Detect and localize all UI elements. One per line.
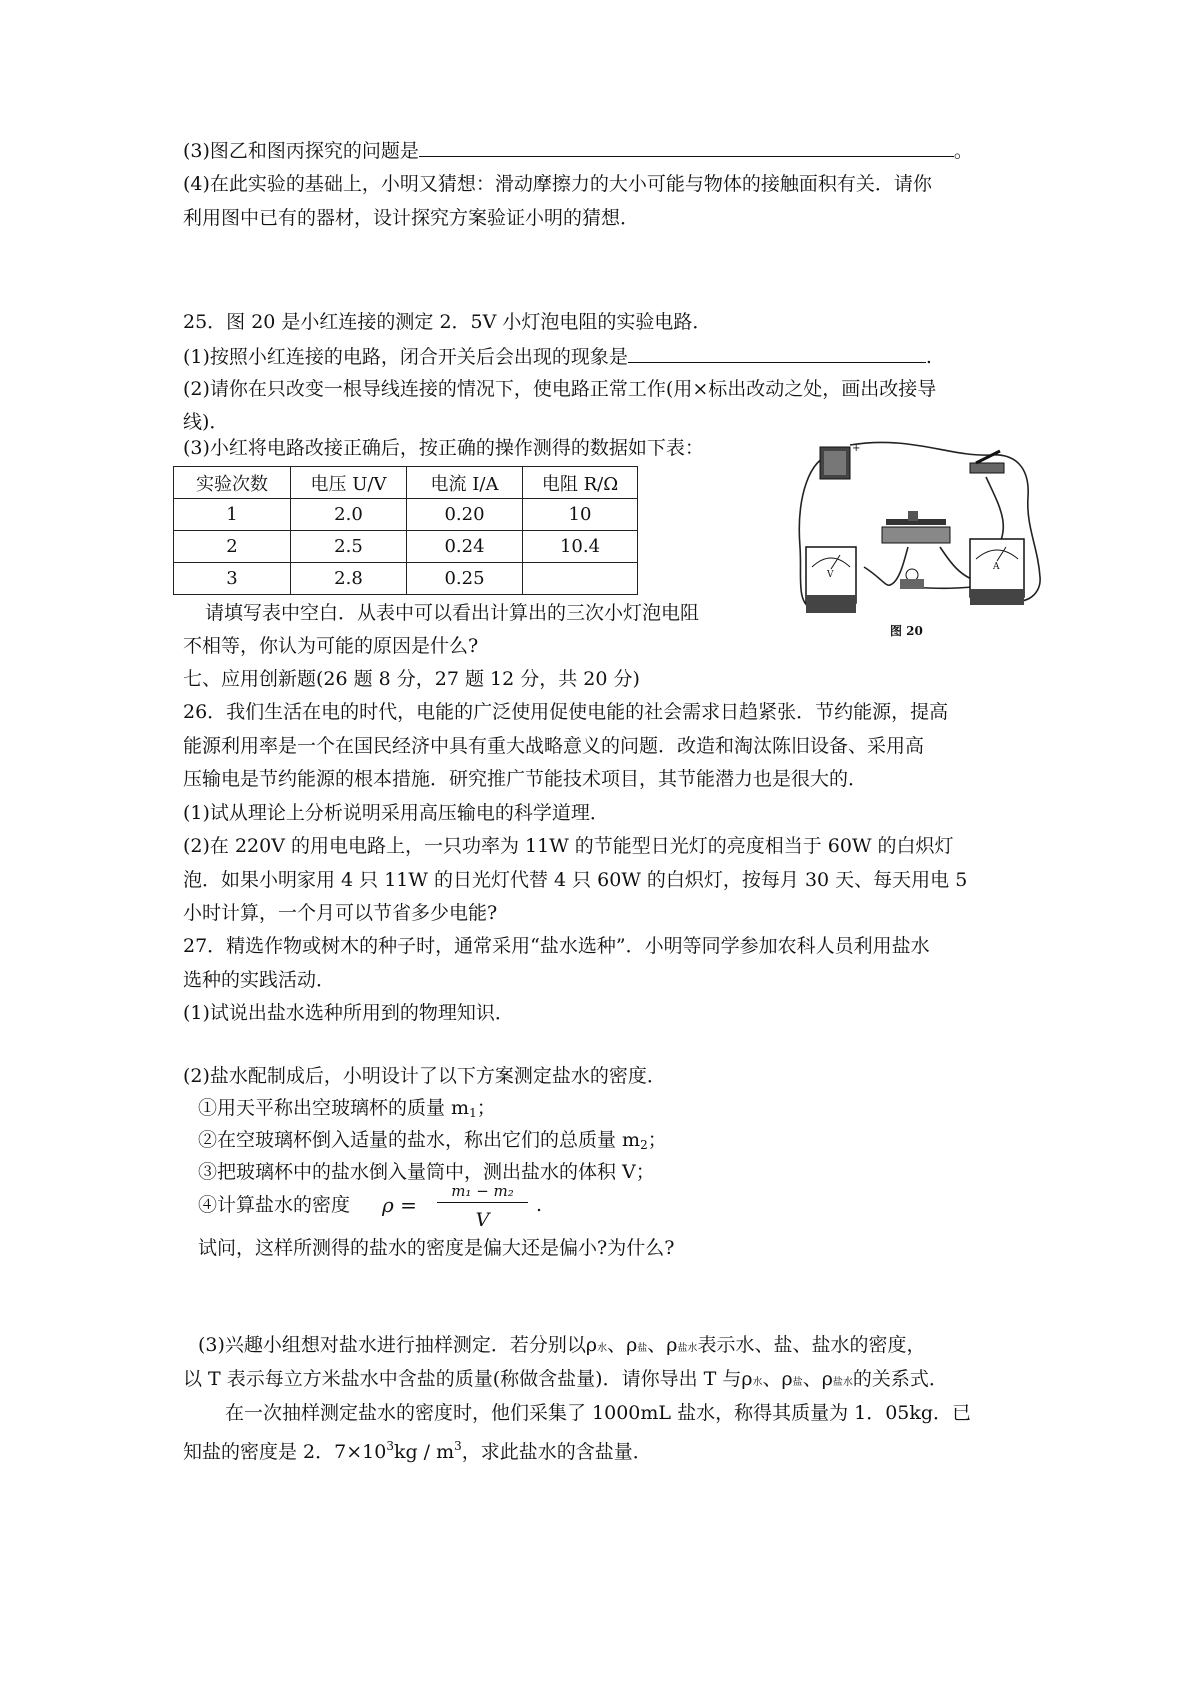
- table-cell: 10: [523, 499, 638, 531]
- q26-part2-line3: 小时计算，一个月可以节省多少电能?: [183, 902, 498, 924]
- section-heading: 七、应用创新题(26 题 8 分，27 题 12 分，共 20 分): [183, 668, 640, 690]
- resistance-blank-cell[interactable]: [523, 563, 638, 595]
- svg-text:V: V: [827, 570, 834, 580]
- table-header: 电流 I/A: [407, 467, 523, 499]
- formula-period: .: [536, 1194, 543, 1216]
- formula-denominator: V: [475, 1209, 490, 1231]
- voltmeter-icon: [806, 547, 856, 613]
- q27-part1: (1)试说出盐水选种所用到的物理知识．: [183, 1002, 514, 1024]
- q27-step1: ①用天平称出空玻璃杯的质量 $m_1$；: [198, 1097, 496, 1120]
- q25-after-line2: 不相等，你认为可能的原因是什么?: [183, 635, 479, 657]
- table-cell: 2.8: [291, 563, 407, 595]
- density-formula-lhs: ρ =: [382, 1193, 417, 1217]
- answer-blank[interactable]: [628, 344, 926, 363]
- table-header: 电压 U/V: [291, 467, 407, 499]
- q26-part2-line2: 泡．如果小明家用 4 只 11W 的日光灯代替 4 只 60W 的白炽灯，按每月 30 天、每天用电 5: [183, 869, 968, 891]
- data-table: [173, 466, 638, 595]
- q27-part3-line3: 在一次抽样测定盐水的密度时，他们采集了 1000mL 盐水，称得其质量为 1．05kg．已: [225, 1402, 972, 1424]
- svg-text:+: +: [852, 443, 861, 454]
- q24-part4-line2: 利用图中已有的器材，设计探究方案验证小明的猜想．: [183, 207, 640, 229]
- q27-part3-line4: 知盐的密度是 2．$7\times 10^3kg / m^3$，求此盐水的含盐量．: [183, 1439, 652, 1463]
- q27-part3-line2: 以 T 表示每立方米盐水中含盐的质量(称做含盐量)．请你导出 T 与ρ水、ρ盐、ρ盐水的关系式．: [183, 1368, 948, 1390]
- table-row: [174, 531, 638, 563]
- q26-line3: 压输电是节约能源的根本措施．研究推广节能技术项目，其节能潜力也是很大的．: [183, 768, 868, 790]
- table-cell: 0.24: [407, 531, 523, 563]
- q25-after-line1: 请填写表中空白．从表中可以看出计算出的三次小灯泡电阻: [205, 602, 700, 624]
- q24-part3: (3)图乙和图丙探究的问题是 。: [183, 140, 973, 162]
- table-header: 电阻 R/Ω: [523, 467, 638, 499]
- table-cell: 1: [174, 499, 291, 531]
- q26-line1: 26．我们生活在电的时代，电能的广泛使用促使电能的社会需求日趋紧张．节约能源，提高: [183, 701, 949, 723]
- q26-line2: 能源利用率是一个在国民经济中具有重大战略意义的问题．改造和淘汰陈旧设备、采用高: [183, 735, 925, 757]
- q27-part2: (2)盐水配制成后，小明设计了以下方案测定盐水的密度．: [183, 1065, 666, 1087]
- q25-part1: (1)按照小红连接的电路，闭合开关后会出现的现象是 .: [183, 346, 932, 368]
- table-row: [174, 563, 638, 595]
- battery-icon: [820, 443, 860, 479]
- table-cell: 2.0: [291, 499, 407, 531]
- q27-step3: ③把玻璃杯中的盐水倒入量筒中，测出盐水的体积 V；: [198, 1161, 655, 1183]
- q27-line1: 27．精选作物或树木的种子时，通常采用“盐水选种”．小明等同学参加农科人员利用盐水: [183, 935, 930, 957]
- q24-part4-line1: (4)在此实验的基础上，小明又猜想：滑动摩擦力的大小可能与物体的接触面积有关．请你: [183, 173, 932, 195]
- density-formula-fraction: [435, 1182, 530, 1231]
- table-cell: 2: [174, 531, 291, 563]
- q26-part2-line1: (2)在 220V 的用电电路上，一只功率为 11W 的节能型日光灯的亮度相当于 60W 的白炽灯: [183, 835, 954, 857]
- rheostat-icon: [882, 511, 950, 543]
- table-header: 实验次数: [174, 467, 291, 499]
- q27-question: 试问，这样所测得的盐水的密度是偏大还是偏小?为什么?: [198, 1237, 675, 1259]
- q27-line2: 选种的实践活动．: [183, 969, 336, 991]
- table-cell: 0.20: [407, 499, 523, 531]
- q27-part3-line1: (3)兴趣小组想对盐水进行抽样测定．若分别以ρ水、ρ盐、ρ盐水表示水、盐、盐水的密度，: [198, 1334, 926, 1356]
- answer-blank[interactable]: [419, 138, 954, 157]
- formula-numerator: m₁ − m₂: [451, 1182, 514, 1200]
- table-cell: 10.4: [523, 531, 638, 563]
- q25-part2-line2: 线)．: [183, 411, 229, 433]
- q25-part2-line1: (2)请你在只改变一根导线连接的情况下，使电路正常工作(用×标出改动之处，画出改接导: [183, 378, 937, 400]
- table-cell: 2.5: [291, 531, 407, 563]
- circuit-figure: [790, 437, 1050, 642]
- bulb-icon: [900, 569, 924, 589]
- q27-step2: ②在空玻璃杯倒入适量的盐水，称出它们的总质量 $m_2$；: [198, 1129, 667, 1152]
- svg-text:A: A: [993, 562, 1000, 572]
- table-row: [174, 499, 638, 531]
- table-cell: 0.25: [407, 563, 523, 595]
- figure-caption: 图 20: [890, 624, 923, 638]
- q27-step4: ④计算盐水的密度: [198, 1194, 351, 1216]
- table-cell: 3: [174, 563, 291, 595]
- q25-part3: (3)小红将电路改接正确后，按正确的操作测得的数据如下表：: [183, 437, 704, 459]
- q25-title: 25．图 20 是小红连接的测定 2．5V 小灯泡电阻的实验电路．: [183, 311, 712, 333]
- table-header-row: [174, 467, 638, 499]
- q26-part1: (1)试从理论上分析说明采用高压输电的科学道理．: [183, 802, 609, 824]
- ammeter-icon: [970, 539, 1024, 605]
